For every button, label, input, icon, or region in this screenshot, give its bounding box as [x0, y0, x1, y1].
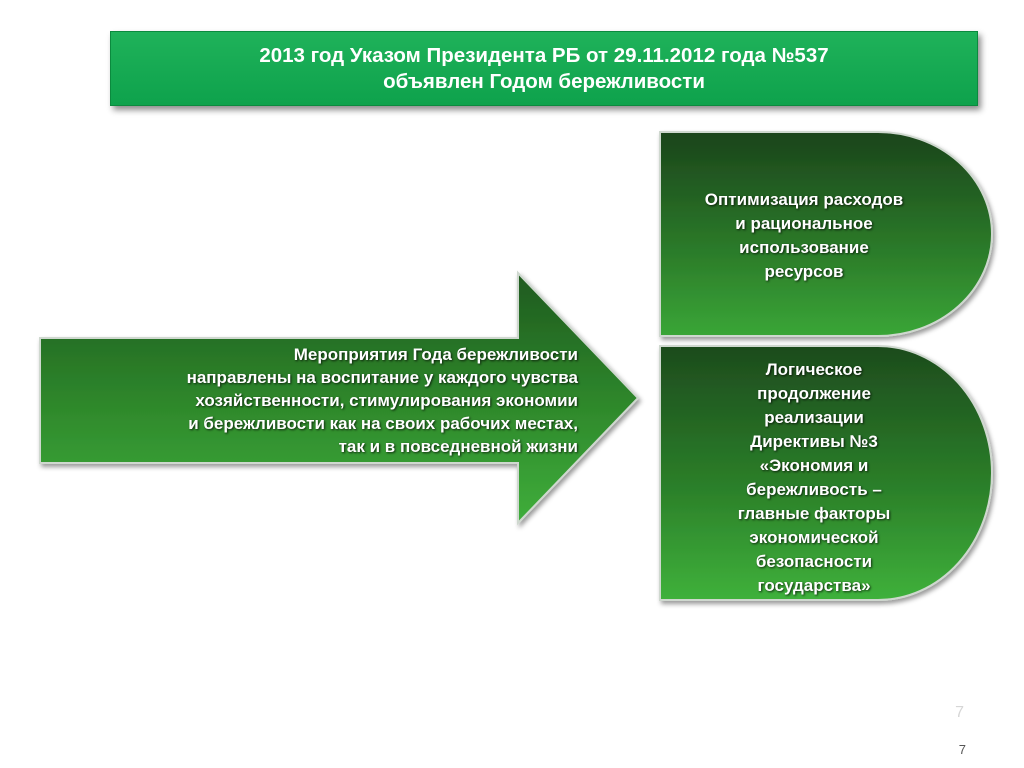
arrow-line: направлены на воспитание у каждого чувства — [186, 368, 578, 387]
top-box-line: и рациональное — [735, 214, 873, 233]
arrow-text — [44, 343, 578, 458]
top-box-line: использование — [739, 238, 869, 257]
arrow-line: хозяйственности, стимулирования экономии — [195, 391, 578, 410]
bottom-box-line: экономической — [749, 528, 879, 547]
page-number: 7 — [958, 742, 966, 757]
bottom-box-line: Директивы №3 — [750, 432, 878, 451]
bottom-box-line: главные факторы — [737, 504, 891, 523]
bottom-box-line: «Экономия и — [759, 456, 869, 475]
bottom-box-text — [664, 358, 964, 598]
title-line-2: объявлен Годом бережливости — [383, 69, 705, 93]
page-number-ghost: 7 — [955, 704, 964, 721]
bottom-box-line: государства» — [757, 576, 871, 595]
top-box-line: Оптимизация расходов — [704, 190, 904, 209]
arrow-line: так и в повседневной жизни — [338, 437, 578, 456]
arrow-line: и бережливости как на своих рабочих местах, — [188, 414, 578, 433]
bottom-box-line: бережливость – — [746, 480, 882, 499]
bottom-box-line: реализации — [764, 408, 864, 427]
bottom-box-line: Логическое — [765, 360, 863, 379]
top-box-line: ресурсов — [764, 262, 844, 281]
arrow-line: Мероприятия Года бережливости — [293, 345, 578, 364]
bottom-box-line: безопасности — [755, 552, 873, 571]
bottom-box-line: продолжение — [757, 384, 871, 403]
top-box-text — [664, 188, 944, 284]
title-line-1: 2013 год Указом Президента РБ от 29.11.2012 года №537 — [259, 43, 829, 67]
